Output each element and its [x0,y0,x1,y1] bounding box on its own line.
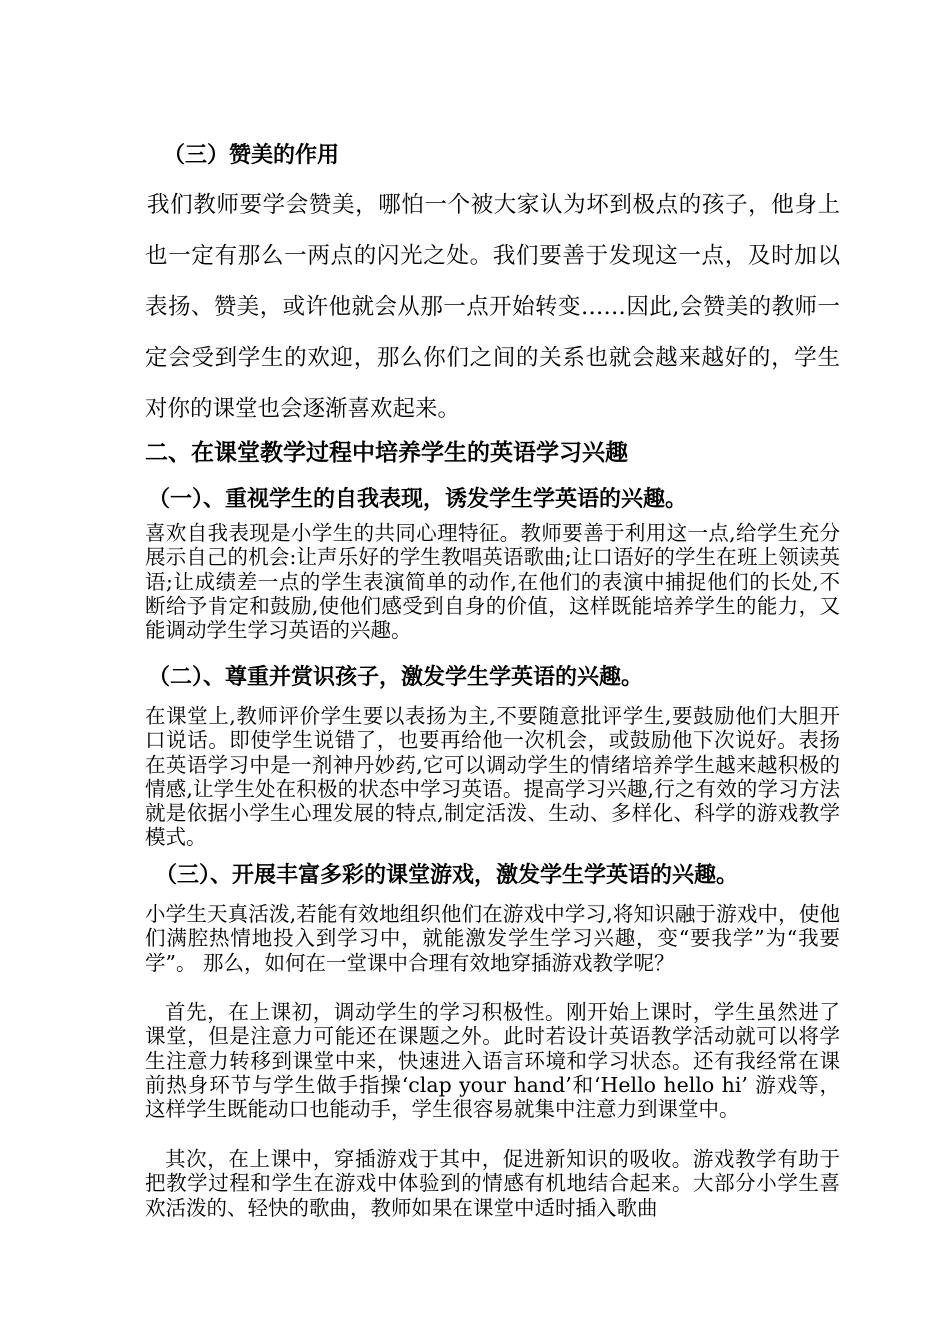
paragraph-praise: 我们教师要学会赞美，哪怕一个被大家认为坏到极点的孩子，他身上也一定有那么一两点的闪光之处。我们要善于发现这一点，及时加以表扬、赞美，或许他就会从那一点开始转变……因此,会赞美的教师一定会受到学生的欢迎，那么你们之间的关系也就会越来越好的，学生对你的课堂也会逐渐喜欢起来。 [145,192,840,422]
part-two-heading: 二、在课堂教学过程中培养学生的英语学习兴趣 [145,439,628,466]
subsection-3-heading: （三）、开展丰富多彩的课堂游戏，激发学生学英语的兴趣。 [155,862,739,888]
subsection-2-heading: （二）、尊重并赏识孩子，激发学生学英语的兴趣。 [148,664,644,690]
section-title-praise: （三）赞美的作用 [163,142,340,168]
subsection-1-paragraph: 喜欢自我表现是小学生的共同心理特征。教师要善于利用这一点,给学生充分展示自己的机会:让声乐好的学生教唱英语歌曲;让口语好的学生在班上领读英语;让成绩差一点的学生表演简单的动作,在他们的表演中捕捉他们的长处,不断给予肯定和鼓励,使他们感受到自身的价值，这样既能培养学生的能力，又能调动学生学习英语的兴趣。 [145,521,840,643]
subsection-3-paragraph-intro: 小学生天真活泼,若能有效地组织他们在游戏中学习,将知识融于游戏中，使他们满腔热情地投入到学习中，就能激发学生学习兴趣，变“要我学”为“我要学”。 那么，如何在一堂课中合理有效地穿插游戏教学呢？ [145,902,840,975]
subsection-1-heading: （一）、重视学生的自我表现，诱发学生学英语的兴趣。 [148,486,688,512]
subsection-3-paragraph-second: 其次，在上课中，穿插游戏于其中，促进新知识的吸收。游戏教学有助于把教学过程和学生在游戏中体验到的情感有机地结合起来。大部分小学生喜欢活泼的、轻快的歌曲，教师如果在课堂中适时插入歌曲 [145,1147,840,1220]
subsection-2-paragraph: 在课堂上,教师评价学生要以表扬为主,不要随意批评学生,要鼓励他们大胆开口说话。即使学生说错了，也要再给他一次机会，或鼓励他下次说好。表扬在英语学习中是一剂神丹妙药,它可以调动学生的情绪培养学生越来越积极的情感,让学生处在积极的状态中学习英语。提高学习兴趣,行之有效的学习方法就是依据小学生心理发展的特点,制定活泼、生动、多样化、科学的游戏教学模式。 [145,704,840,850]
subsection-3-paragraph-first: 首先，在上课初，调动学生的学习积极性。刚开始上课时，学生虽然进了课堂，但是注意力可能还在课题之外。此时若设计英语教学活动就可以将学生注意力转移到课堂中来，快速进入语言环境和学习状态。还有我经常在课前热身环节与学生做手指操‘clap your hand’和‘Hello hello hi’ 游戏等，这样学生既能动口也能动手，学生很容易就集中注意力到课堂中。 [145,1000,840,1122]
